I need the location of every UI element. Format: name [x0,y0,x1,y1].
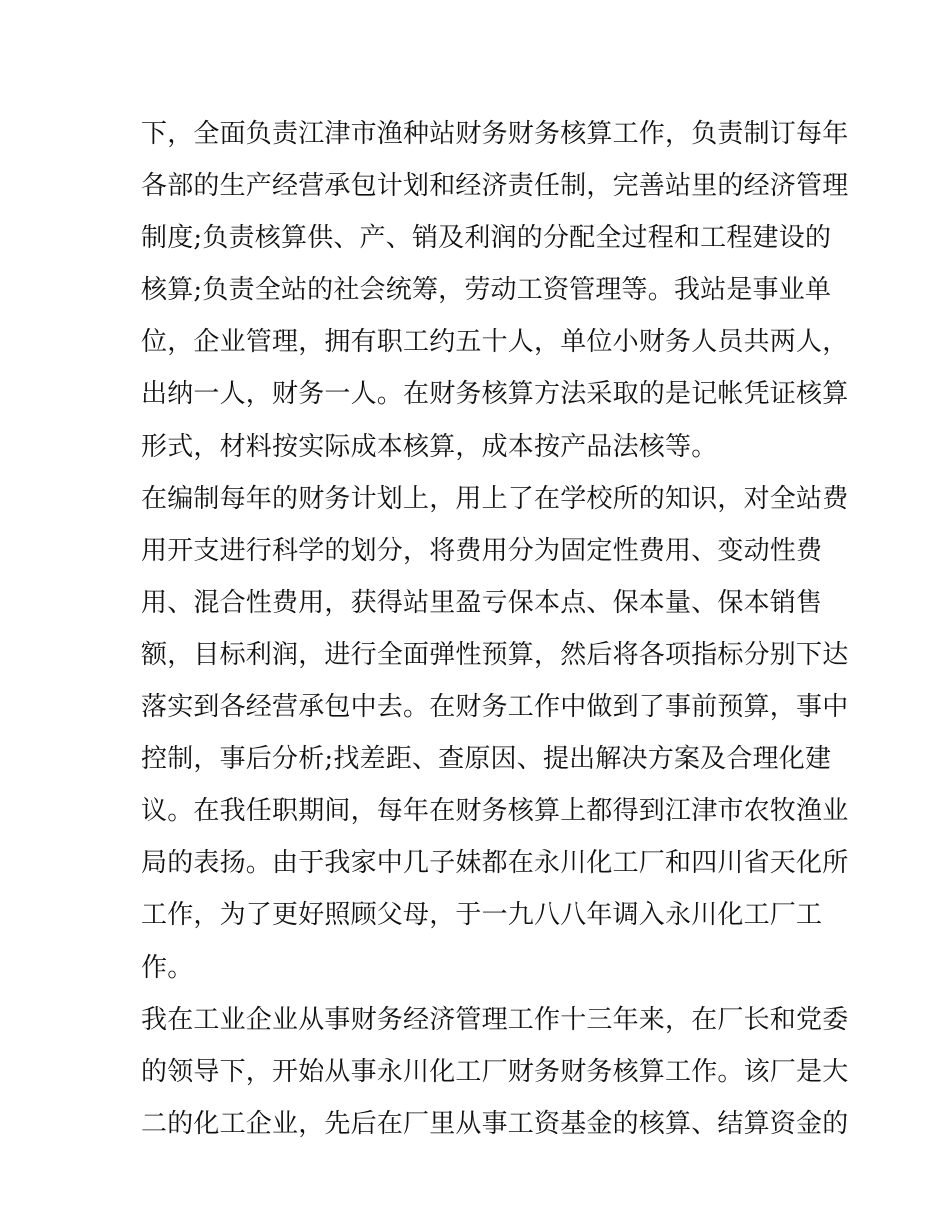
text-line: 二的化工企业，先后在厂里从事工资基金的核算、结算资金的 [141,1108,849,1139]
text-line: 核算;负责全站的社会统筹，劳动工资管理等。我站是事业单 [141,275,832,306]
text-line: 控制，事后分析;找差距、查原因、提出解决方案及合理化建 [141,744,832,775]
text-line: 下，全面负责江津市渔种站财务财务核算工作，负责制订每年 [141,119,849,149]
text-line: 我在工业企业从事财务经济管理工作十三年来，在厂长和党委 [141,1004,849,1035]
text-line: 形式，材料按实际成本核算，成本按产品法核等。 [141,431,718,462]
text-line: 的领导下，开始从事永川化工厂财务财务核算工作。该厂是大 [141,1056,849,1087]
text-line: 局的表扬。由于我家中几子妹都在永川化工厂和四川省天化所 [141,848,849,879]
text-line: 出纳一人，财务一人。在财务核算方法采取的是记帐凭证核算 [141,379,849,410]
text-line: 用、混合性费用，获得站里盈亏保本点、保本量、保本销售 [141,587,823,618]
text-line: 在编制每年的财务计划上，用上了在学校所的知识，对全站费 [141,483,849,514]
text-line: 用开支进行科学的划分，将费用分为固定性费用、变动性费 [141,535,823,566]
body-text [141,108,849,1150]
text-line: 作。 [141,952,194,983]
text-line: 议。在我任职期间，每年在财务核算上都得到江津市农牧渔业 [141,796,849,827]
text-line: 各部的生产经营承包计划和经济责任制，完善站里的经济管理 [141,171,849,202]
text-line: 工作，为了更好照顾父母，于一九八八年调入永川化工厂工 [141,900,823,931]
text-line: 落实到各经营承包中去。在财务工作中做到了事前预算，事中 [141,692,849,723]
text-line: 制度;负责核算供、产、销及利润的分配全过程和工程建设的 [141,223,832,254]
text-line: 位，企业管理，拥有职工约五十人，单位小财务人员共两人， [141,327,849,358]
text-line: 额，目标利润，进行全面弹性预算，然后将各项指标分别下达 [141,639,849,670]
